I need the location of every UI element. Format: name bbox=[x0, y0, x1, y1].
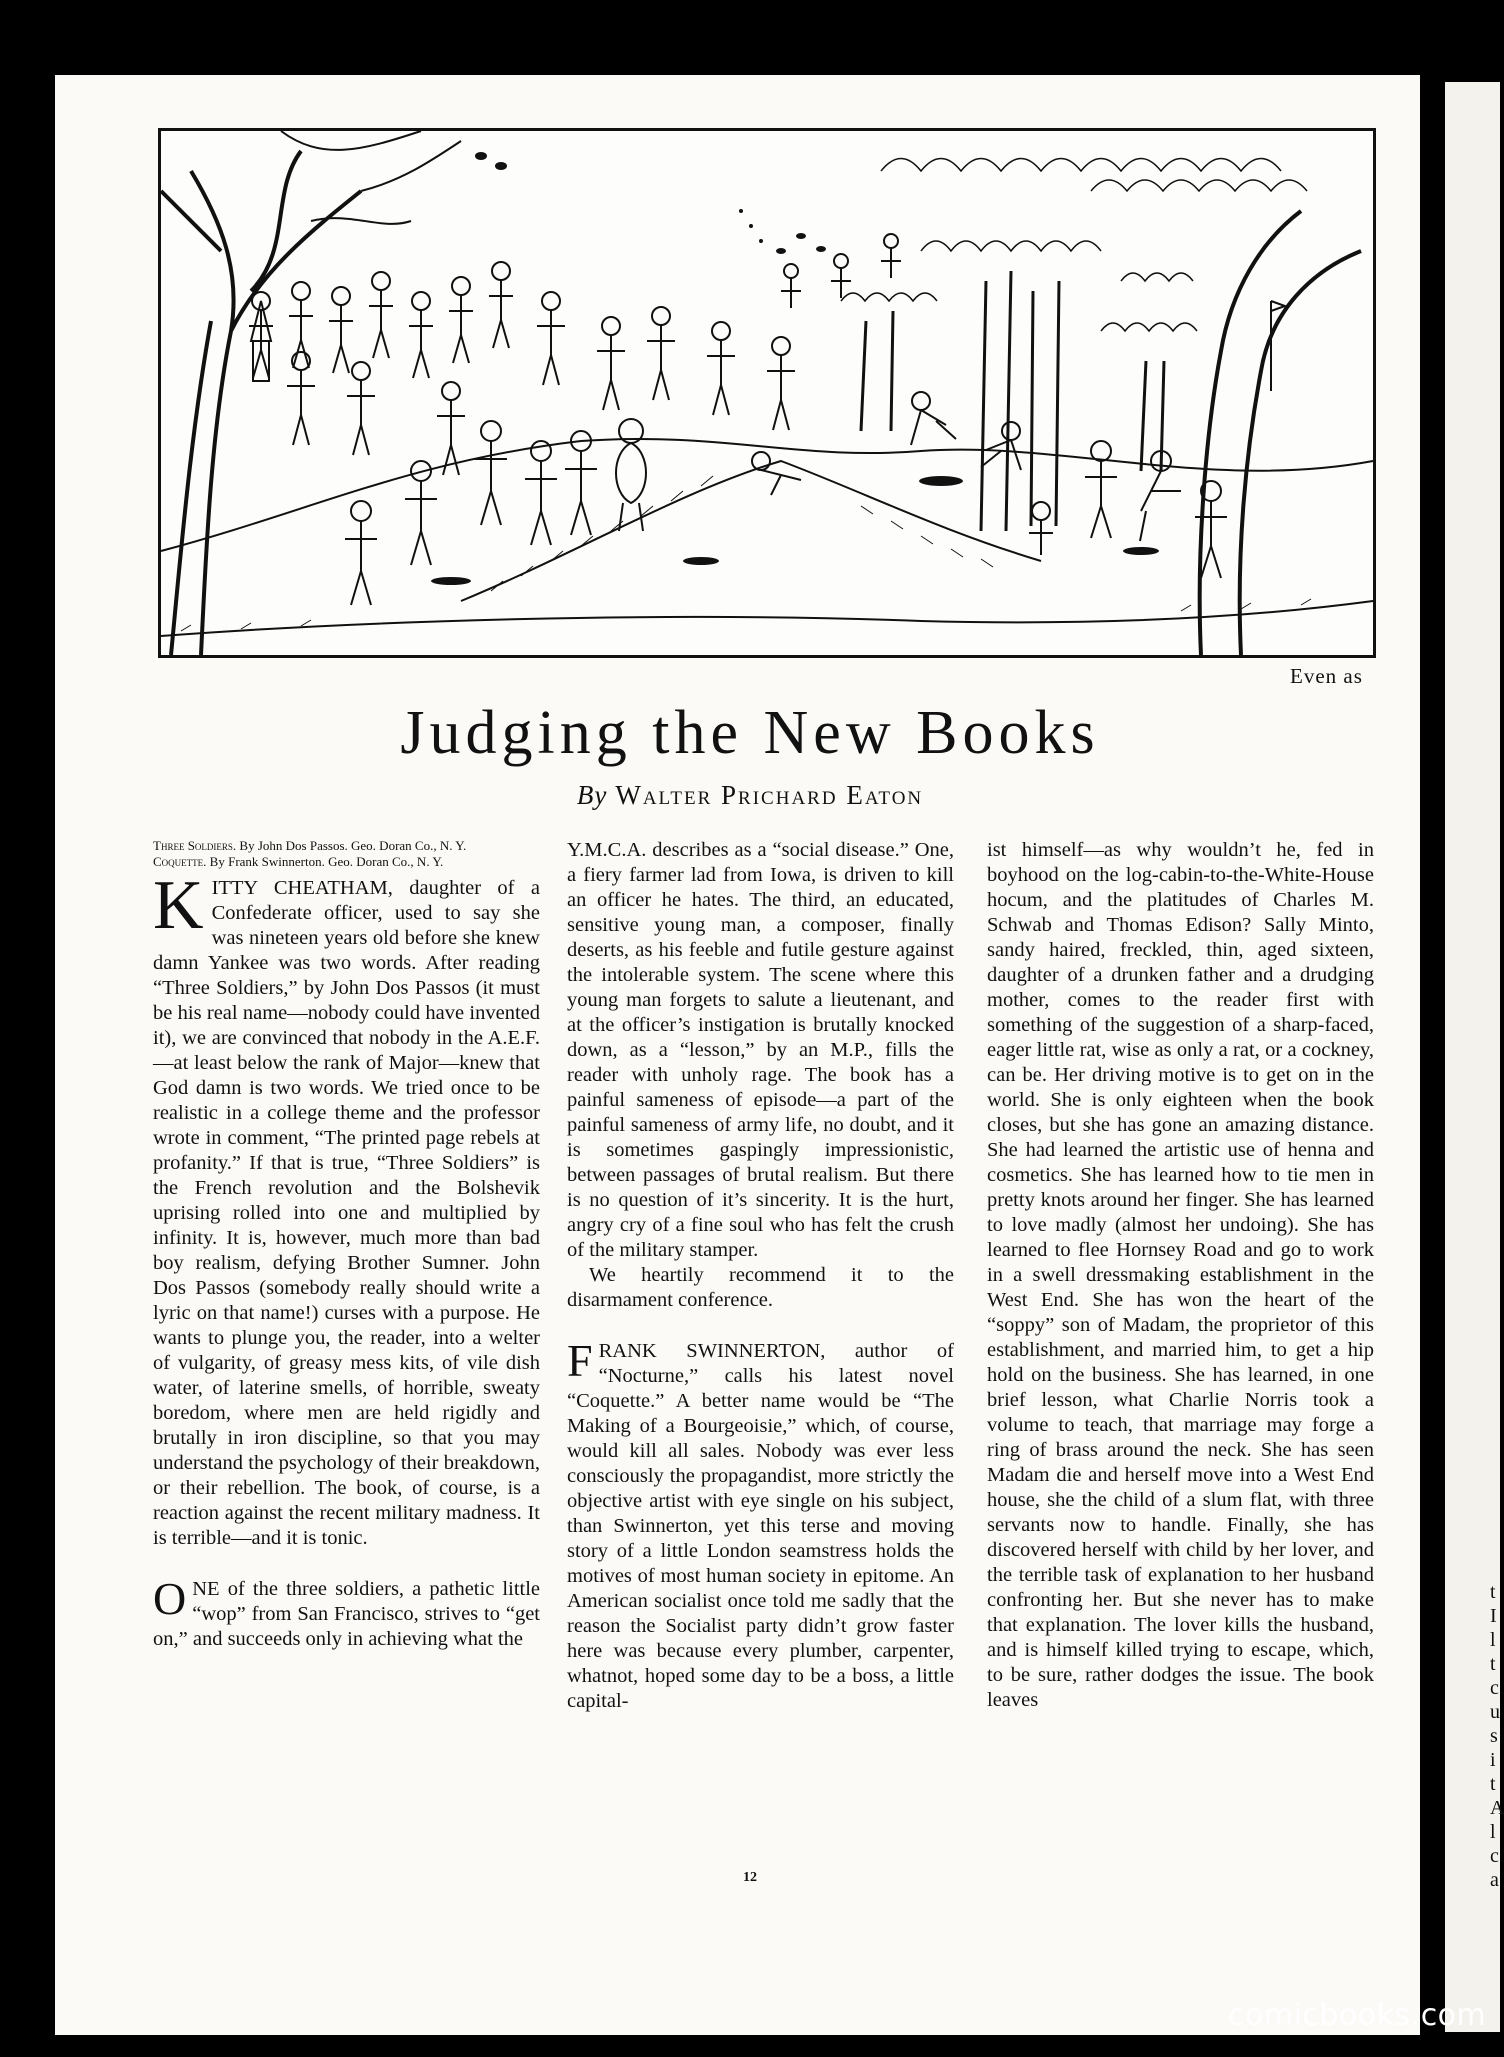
drop-cap: K bbox=[153, 867, 204, 944]
watermark: comicbooks.com bbox=[1228, 1998, 1487, 2033]
book-references bbox=[153, 838, 540, 870]
author-name: Walter Prichard Eaton bbox=[615, 780, 924, 810]
byline bbox=[0, 780, 1500, 811]
paragraph: KITTY CHEATHAM, daughter of a Confederate officer, used to say she was nineteen years old before she knew damn Yankee was two words. After reading “Three Soldiers,” by John Dos Passos (it must be his real name—nobody could have invented it), we are convinced that nobody in the A.E.F.—at least below the rank of Major—knew that God damn is two words. We tried once to be realistic in a college theme and the professor wrote in comment, “The printed page rebels at profanity.” If that is true, “Three Soldiers” is the French revolution and the Bolshevik uprising rolled into one and multiplied by infinity. It is, however, much more than bad boy realism, defying Brother Sumner. John Dos Passos (somebody really should write a lyric on that name!) curses with a purpose. He wants to plunge you, the reader, into a welter of vulgarity, of greasy mess kits, of vile dish water, of laterine smells, of horrible, sweaty boredom, where men are held rigidly and brutally in iron discipline, so that you may understand the psychology of their breakdown, or their rebellion. The book, of course, is a reaction against the recent military madness. It is terrible—and it is tonic. bbox=[153, 867, 540, 1549]
paragraph: ONE of the three soldiers, a pathetic little “wop” from San Francisco, strives to “get on,” and succeeds only in achieving what the bbox=[153, 1573, 540, 1650]
paragraph: We heartily recommend it to the disarmament conference. bbox=[567, 1264, 954, 1311]
byline-prefix: By bbox=[576, 780, 608, 810]
article-title: Judging the New Books bbox=[400, 699, 1100, 767]
adjacent-page-text-fragment: t I l t c u s i t A l c a bbox=[1490, 1581, 1504, 1891]
drop-cap: O bbox=[153, 1573, 187, 1624]
illustration-caption-fragment: Even as bbox=[1290, 664, 1363, 688]
book-reference: Three Soldiers. By John Dos Passos. Geo. Doran Co., N. Y. bbox=[153, 838, 467, 853]
text-column-1 bbox=[153, 838, 540, 1652]
drop-cap: F bbox=[567, 1335, 593, 1386]
paragraph: ist himself—as why wouldn’t he, fed in boyhood on the log-cabin-to-the-White-House hocum, and the platitudes of Charles M. Schwab and Thomas Edison? Sally Minto, sandy haired, freckled, thin, aged sixteen, daughter of a drunken father and a drudging mother, comes to the reader first with something of the suggestion of a sharp-faced, eager little rat, wise as only a rat, or a cockney, can be. Her driving motive is to get on in the world. She is only eighteen when the book closes, but she has gone an amazing distance. She had learned the artistic use of henna and cosmetics. She has learned how to tie men in pretty knots around her finger. She has learned to love madly (almost her undoing). She has learned to flee Hornsey Road and go to work in a swell dressmaking establishment in the West End. She has won the heart of the “soppy” son of Madam, the proprietor of this establishment, and married him, to get a hip hold on the business. She has learned, in one brief lesson, what Charlie Norris took a volume to teach, that marriage may forge a ring of brass around the neck. She has seen Madam die and herself move into a West End house, she the child of a slum flat, with three servants now to handle. Finally, she has discovered herself with child by her lover, and the terrible task of explanation to her husband confronting her. But she never has to make that explanation. The lover kills the husband, and is himself killed trying to escape, which, to be sure, rather dodges the issue. The book leaves bbox=[987, 839, 1374, 1711]
text-column-2 bbox=[567, 838, 954, 1714]
paragraph: Y.M.C.A. describes as a “social disease.” One, a fiery farmer lad from Iowa, is driven to kill an officer he hates. The third, an educated, sensitive young man, a composer, finally deserts, as his feeble and futile gesture against the intolerable system. The scene where this young man forgets to salute a lieutenant, and at the officer’s instigation is brutally knocked down, as a “lesson,” by an M.P., fills the reader with unholy rage. The book has a painful sameness of episode—a part of the painful sameness of army life, no doubt, and it is sometimes gaspingly impressionistic, between passages of brutal realism. But there is no question of it’s sincerity. It is the hurt, angry cry of a fine soul who has felt the crush of the military stamper. bbox=[567, 839, 954, 1261]
header-illustration bbox=[158, 128, 1376, 658]
page-number: 12 bbox=[743, 1870, 757, 1885]
book-reference: Coquette. By Frank Swinnerton. Geo. Doran Co., N. Y. bbox=[153, 854, 444, 869]
text-column-3 bbox=[987, 838, 1374, 1713]
paragraph: FRANK SWINNERTON, author of “Nocturne,” calls his latest novel “Coquette.” A better name would be “The Making of a Bourgeoisie,” which, of course, would kill all sales. Nobody was ever less consciously the propagandist, more strictly the objective artist with eye single on his subject, than Swinnerton, yet this terse and moving story of a little London seamstress holds the motives of most human society in epitome. An American socialist once told me sadly that the reason the Socialist party didn’t grow faster here was because every plumber, carpenter, whatnot, hoped some day to be a boss, a little capital- bbox=[567, 1335, 954, 1712]
